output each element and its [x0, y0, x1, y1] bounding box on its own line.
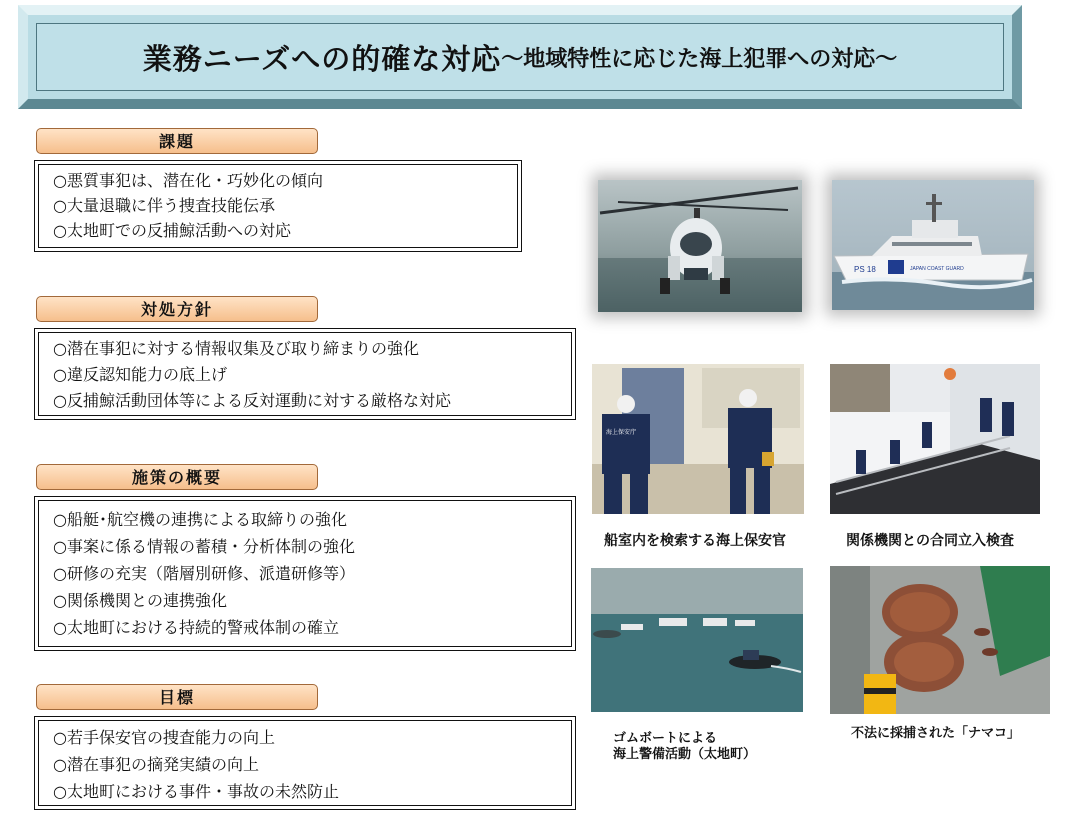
- page-title: 業務ニーズへの的確な対応: [142, 41, 502, 76]
- joint-inspection-photo: [830, 364, 1040, 514]
- section-heading-issues: 課題: [36, 128, 318, 154]
- list-item: ○反捕鯨活動団体等による反対運動に対する厳格な対応: [53, 391, 451, 410]
- patrol-vessel-photo: [832, 180, 1034, 310]
- title-banner-inner: [36, 23, 1004, 91]
- list-item: ○大量退職に伴う捜査技能伝承: [53, 196, 275, 215]
- caption-sea-cucumber: 不法に採捕された「ナマコ」: [851, 726, 1021, 741]
- list-item: ○悪質事犯は、潜在化・巧妙化の傾向: [53, 171, 323, 190]
- title-banner: [18, 5, 1022, 109]
- measures-box: [34, 496, 576, 651]
- list-item: ○船艇･航空機の連携による取締りの強化: [53, 510, 347, 529]
- rubber-boat-photo: [591, 568, 803, 712]
- list-item: ○太地町における持続的警戒体制の確立: [53, 618, 339, 637]
- list-item: ○潜在事犯の摘発実績の向上: [53, 755, 259, 774]
- issues-box: [34, 160, 522, 252]
- list-item: ○違反認知能力の底上げ: [53, 365, 227, 384]
- helicopter-photo: [598, 180, 802, 312]
- crew-vest-label: 海上保安庁: [606, 430, 637, 436]
- section-heading-measures: 施策の概要: [36, 464, 318, 490]
- vessel-hull-number: PS 18: [854, 265, 876, 274]
- list-item: ○研修の充実（階層別研修、派遣研修等）: [53, 564, 355, 583]
- caption-rubber-boat-line1: ゴムボートによる: [613, 731, 718, 746]
- list-item: ○潜在事犯に対する情報収集及び取り締まりの強化: [53, 339, 419, 358]
- section-heading-goals: 目標: [36, 684, 318, 710]
- goals-box: [34, 716, 576, 810]
- caption-joint-inspection: 関係機関との合同立入検査: [846, 533, 1014, 549]
- section-heading-policy: 対処方針: [36, 296, 318, 322]
- list-item: ○太地町での反捕鯨活動への対応: [53, 221, 291, 240]
- page-subtitle: ～地域特性に応じた海上犯罪への対応～: [501, 46, 898, 72]
- vessel-hull-name: JAPAN COAST GUARD: [910, 266, 964, 272]
- list-item: ○関係機関との連携強化: [53, 591, 227, 610]
- sea-cucumber-photo: [830, 566, 1050, 714]
- caption-rubber-boat-line2: 海上警備活動（太地町）: [613, 747, 757, 762]
- list-item: ○太地町における事件・事故の未然防止: [53, 782, 339, 801]
- list-item: ○事案に係る情報の蓄積・分析体制の強化: [53, 537, 355, 556]
- caption-cabin-search: 船室内を検索する海上保安官: [604, 533, 786, 549]
- list-item: ○若手保安官の捜査能力の向上: [53, 728, 275, 747]
- policy-box: [34, 328, 576, 420]
- cabin-search-photo: [592, 364, 804, 514]
